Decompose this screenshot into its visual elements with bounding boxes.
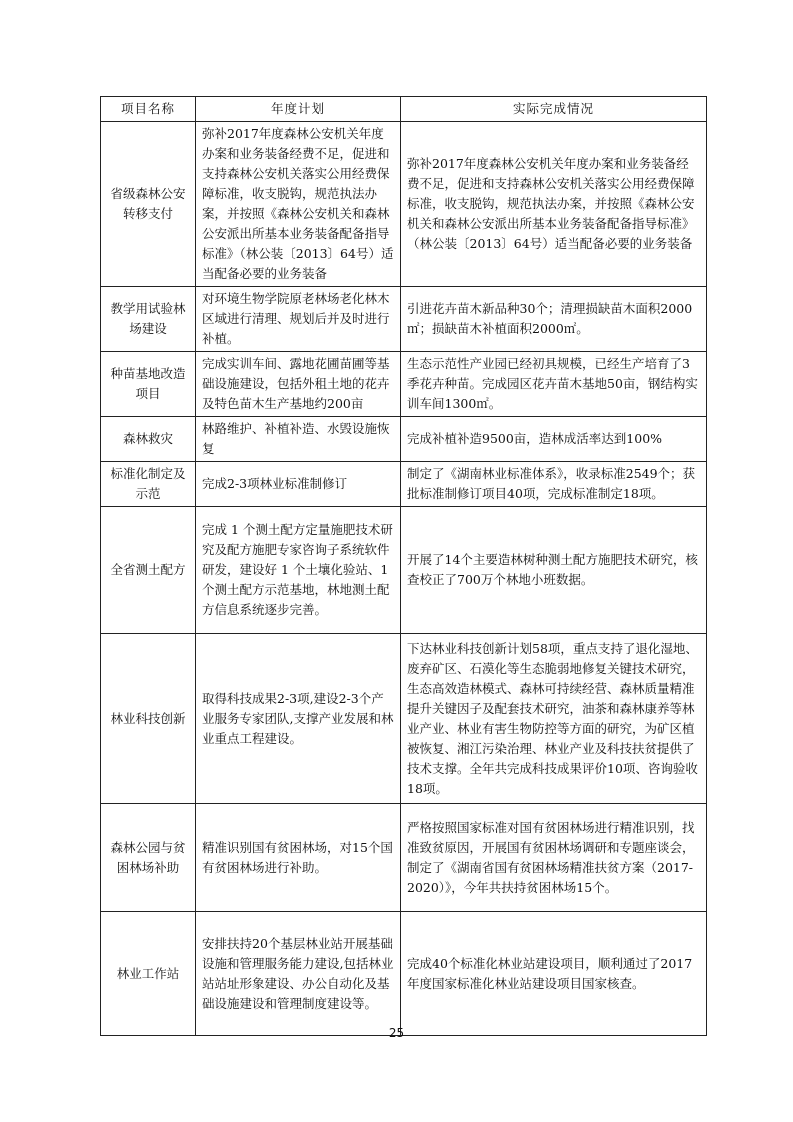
completion-cell: 严格按照国家标准对国有贫困林场进行精准识别，找准致贫原因，开展国有贫困林场调研和专题座谈会，制定了《湖南省国有贫困林场精准扶贫方案（2017-2020）》，今年共扶持贫困林场15个。 (401, 804, 707, 912)
header-actual-completion: 实际完成情况 (401, 97, 707, 122)
table-row (101, 287, 707, 352)
plan-cell: 弥补2017年度森林公安机关年度办案和业务装备经费不足，促进和支持森林公安机关落实公用经费保障标准，收支脱钩，规范执法办案，并按照《森林公安机关和森林公安派出所基本业务装备配备指导标准》（林公装〔2013〕64号）适当配备必要的业务装备 (196, 122, 401, 287)
plan-cell: 林路维护、补植补造、水毁设施恢复 (196, 417, 401, 462)
completion-cell: 完成40个标准化林业站建设项目，顺利通过了2017年度国家标准化林业站建设项目国家核查。 (401, 912, 707, 1036)
table-row (101, 417, 707, 462)
completion-cell: 完成补植补造9500亩，造林成活率达到100% (401, 417, 707, 462)
project-name-cell: 林业工作站 (101, 912, 196, 1036)
completion-cell: 引进花卉苗木新品种30个；清理损缺苗木面积2000㎡；损缺苗木补植面积2000㎡。 (401, 287, 707, 352)
table-row (101, 462, 707, 507)
table-row (101, 507, 707, 634)
plan-cell: 对环境生物学院原老林场老化林木区域进行清理、规划后并及时进行补植。 (196, 287, 401, 352)
project-name-cell: 教学用试验林场建设 (101, 287, 196, 352)
project-name-cell: 森林救灾 (101, 417, 196, 462)
plan-cell: 完成实训车间、露地花圃苗圃等基础设施建设，包括外租土地的花卉及特色苗木生产基地约200亩 (196, 352, 401, 417)
header-annual-plan: 年度计划 (196, 97, 401, 122)
table-row (101, 634, 707, 804)
plan-cell: 完成 1 个测土配方定量施肥技术研究及配方施肥专家咨询子系统软件研发，建设好 1 个土壤化验站、1个测土配方示范基地，林地测土配方信息系统逐步完善。 (196, 507, 401, 634)
table-header-row (101, 97, 707, 122)
completion-cell: 生态示范性产业园已经初具规模，已经生产培育了3季花卉种苗。完成园区花卉苗木基地50亩，钢结构实训车间1300㎡。 (401, 352, 707, 417)
completion-cell: 开展了14个主要造林树种测土配方施肥技术研究，核查校正了700万个林地小班数据。 (401, 507, 707, 634)
table-row (101, 912, 707, 1036)
table-row (101, 352, 707, 417)
project-name-cell: 种苗基地改造项目 (101, 352, 196, 417)
table-row (101, 804, 707, 912)
project-name-cell: 全省测土配方 (101, 507, 196, 634)
header-project-name: 项目名称 (101, 97, 196, 122)
project-table (100, 96, 707, 1036)
plan-cell: 安排扶持20个基层林业站开展基础设施和管理服务能力建设,包括林业站站址形象建设、办公自动化及基础设施建设和管理制度建设等。 (196, 912, 401, 1036)
table-row (101, 122, 707, 287)
plan-cell: 精准识别国有贫困林场，对15个国有贫困林场进行补助。 (196, 804, 401, 912)
plan-cell: 取得科技成果2-3项,建设2-3个产业服务专家团队,支撑产业发展和林业重点工程建设。 (196, 634, 401, 804)
page-number: 25 (388, 1026, 405, 1040)
project-name-cell: 省级森林公安转移支付 (101, 122, 196, 287)
plan-cell: 完成2-3项林业标准制修订 (196, 462, 401, 507)
project-name-cell: 森林公园与贫困林场补助 (101, 804, 196, 912)
project-name-cell: 标准化制定及示范 (101, 462, 196, 507)
completion-cell: 制定了《湖南林业标准体系》，收录标准2549个；获批标准制修订项目40项，完成标准制定18项。 (401, 462, 707, 507)
completion-cell: 下达林业科技创新计划58项，重点支持了退化湿地、废弃矿区、石漠化等生态脆弱地修复关键技术研究，生态高效造林模式、森林可持续经营、森林质量精准提升关键因子及配套技术研究，油茶和森林康养等林业产业、林业有害生物防控等方面的研究，为矿区植被恢复、湘江污染治理、林业产业及科技扶贫提供了技术支撑。全年共完成科技成果评价10项、咨询验收18项。 (401, 634, 707, 804)
completion-cell: 弥补2017年度森林公安机关年度办案和业务装备经费不足，促进和支持森林公安机关落实公用经费保障标准，收支脱钩，规范执法办案，并按照《森林公安机关和森林公安派出所基本业务装备配备指导标准》（林公装〔2013〕64号）适当配备必要的业务装备 (401, 122, 707, 287)
project-name-cell: 林业科技创新 (101, 634, 196, 804)
